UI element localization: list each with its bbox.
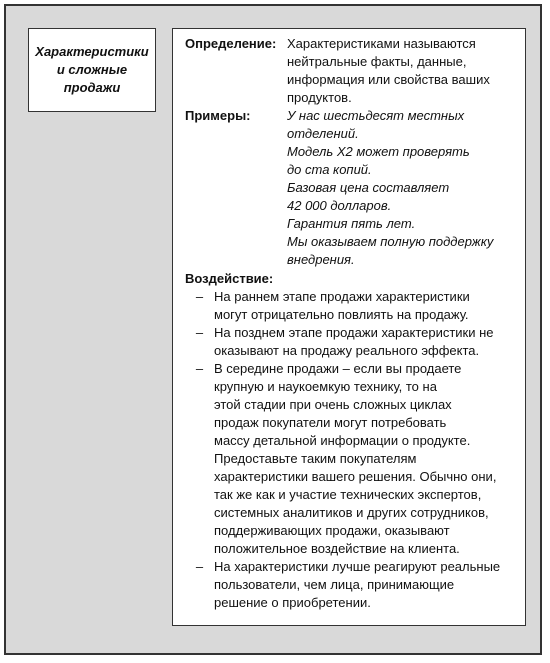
examples-label: Примеры: [185, 108, 251, 123]
example-item: Мы оказываем полную поддержку внедрения. [287, 234, 494, 267]
example-item: Модель X2 может проверять до ста копий. [287, 144, 470, 177]
example-item: Гарантия пять лет. [287, 216, 416, 231]
impact-item [185, 558, 515, 612]
impact-label: Воздействие: [185, 271, 274, 286]
dash-bullet: – [195, 289, 204, 304]
example-item: У нас шестьдесят местных отделений. [287, 108, 465, 141]
impact-item [185, 324, 515, 360]
definition-row [185, 35, 515, 107]
definition-text: Характеристиками называются нейтральные факты, данные, информация или свойства ваших продуктов. [287, 36, 490, 105]
impact-item-text: В середине продажи – если вы продаете крупную и наукоемкую технику, то на этой стадии при очень сложных циклах продаж покупатели могут потребовать массу детальной информации о продукте. Предоставьте таким покупателям характеристики вашего решения. Обычно они, так же как и участие технических экспертов, системных аналитиков и других сотрудников, поддерживающих продажи, оказывают положительное воздействие на клиента. [214, 361, 497, 556]
impact-item-text: На раннем этапе продажи характеристики могут отрицательно повлиять на продажу. [214, 289, 470, 322]
examples-list [287, 107, 515, 269]
dash-bullet: – [195, 559, 204, 574]
impact-list [185, 288, 515, 612]
title-box [28, 28, 156, 112]
impact-item-text: На позднем этапе продажи характеристики не оказывают на продажу реального эффекта. [214, 325, 494, 358]
impact-item-text: На характеристики лучше реагируют реальные пользователи, чем лица, принимающие решение о приобретении. [214, 559, 501, 610]
impact-item [185, 288, 515, 324]
content-box [172, 28, 526, 626]
examples-row [185, 107, 515, 269]
example-item: Базовая цена составляет 42 000 долларов. [287, 180, 450, 213]
definition-label: Определение: [185, 36, 277, 51]
impact-item [185, 360, 515, 558]
sidebar-frame [4, 4, 542, 655]
dash-bullet: – [195, 361, 204, 376]
dash-bullet: – [195, 325, 204, 340]
sidebar-title: Характеристики и сложные продажи [35, 44, 149, 95]
